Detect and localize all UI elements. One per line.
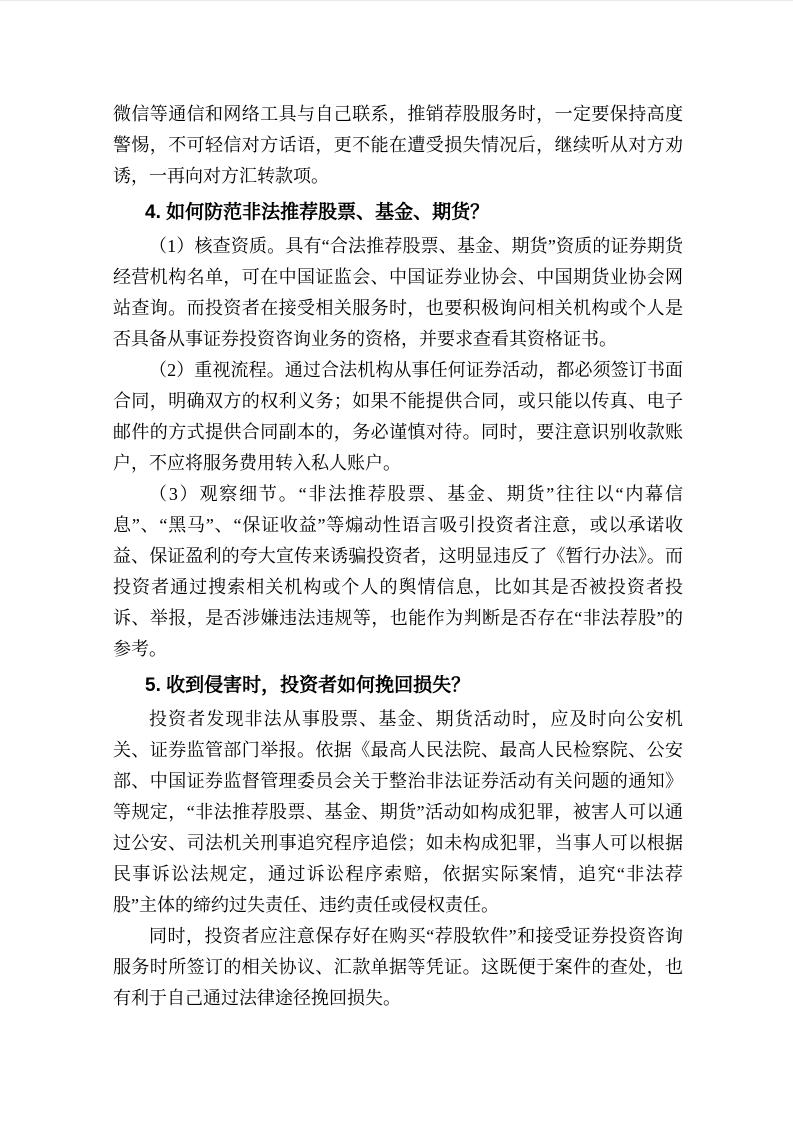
- section-heading-5: 5. 收到侵害时，投资者如何挽回损失？: [145, 675, 471, 696]
- section-heading-4: 4. 如何防范非法推荐股票、基金、期货？: [145, 202, 490, 223]
- paragraph-report-and-claim: 投资者发现非法从事股票、基金、期货活动时，应及时向公安机关、证券监管部门举报。依据《最高人民法院、最高人民检察院、公安部、中国证券监督管理委员会关于整治非法证券活动有关问题的通知》等规定，“非法推荐股票、基金、期货”活动如构成犯罪，被害人可以通过公安、司法机关刑事追究程序追偿；如未构成犯罪，当事人可以根据民事诉讼法规定，通过诉讼程序索赔，依据实际案情，追究“非法荐股”主体的缔约过失责任、违约责任或侵权责任。: [113, 709, 683, 915]
- paragraph-keep-evidence: 同时，投资者应注意保存好在购买“荐股软件”和接受证券投资咨询服务时所签订的相关协议、汇款单据等凭证。这既便于案件的查处，也有利于自己通过法律途径挽回损失。: [113, 926, 683, 1008]
- paragraph-continuation: 微信等通信和网络工具与自己联系，推销荐股服务时，一定要保持高度警惕，不可轻信对方话语，更不能在遭受损失情况后，继续听从对方劝诱，一再向对方汇转款项。: [113, 104, 683, 186]
- paragraph-check-qualifications: （1）核查资质。具有“合法推荐股票、基金、期货”资质的证券期货经营机构名单，可在中国证监会、中国证券业协会、中国期货业协会网站查询。而投资者在接受相关服务时，也要积极询问相关机构或个人是否具备从事证券投资咨询业务的资格，并要求查看其资格证书。: [113, 236, 683, 349]
- paragraph-observe-details: （3）观察细节。“非法推荐股票、基金、期货”往往以“内幕信息”、“黑马”、“保证收益”等煽动性语言吸引投资者注意，或以承诺收益、保证盈利的夸大宣传来诱骗投资者，这明显违反了《暂行办法》。而投资者通过搜索相关机构或个人的舆情信息，比如其是否被投资者投诉、举报，是否涉嫌违法违规等，也能作为判断是否存在“非法荐股”的参考。: [113, 484, 683, 659]
- paragraph-value-process: （2）重视流程。通过合法机构从事任何证券活动，都必须签订书面合同，明确双方的权利义务；如果不能提供合同，或只能以传真、电子邮件的方式提供合同副本的，务必谨慎对待。同时，要注意识别收款账户，不应将服务费用转入私人账户。: [113, 360, 683, 473]
